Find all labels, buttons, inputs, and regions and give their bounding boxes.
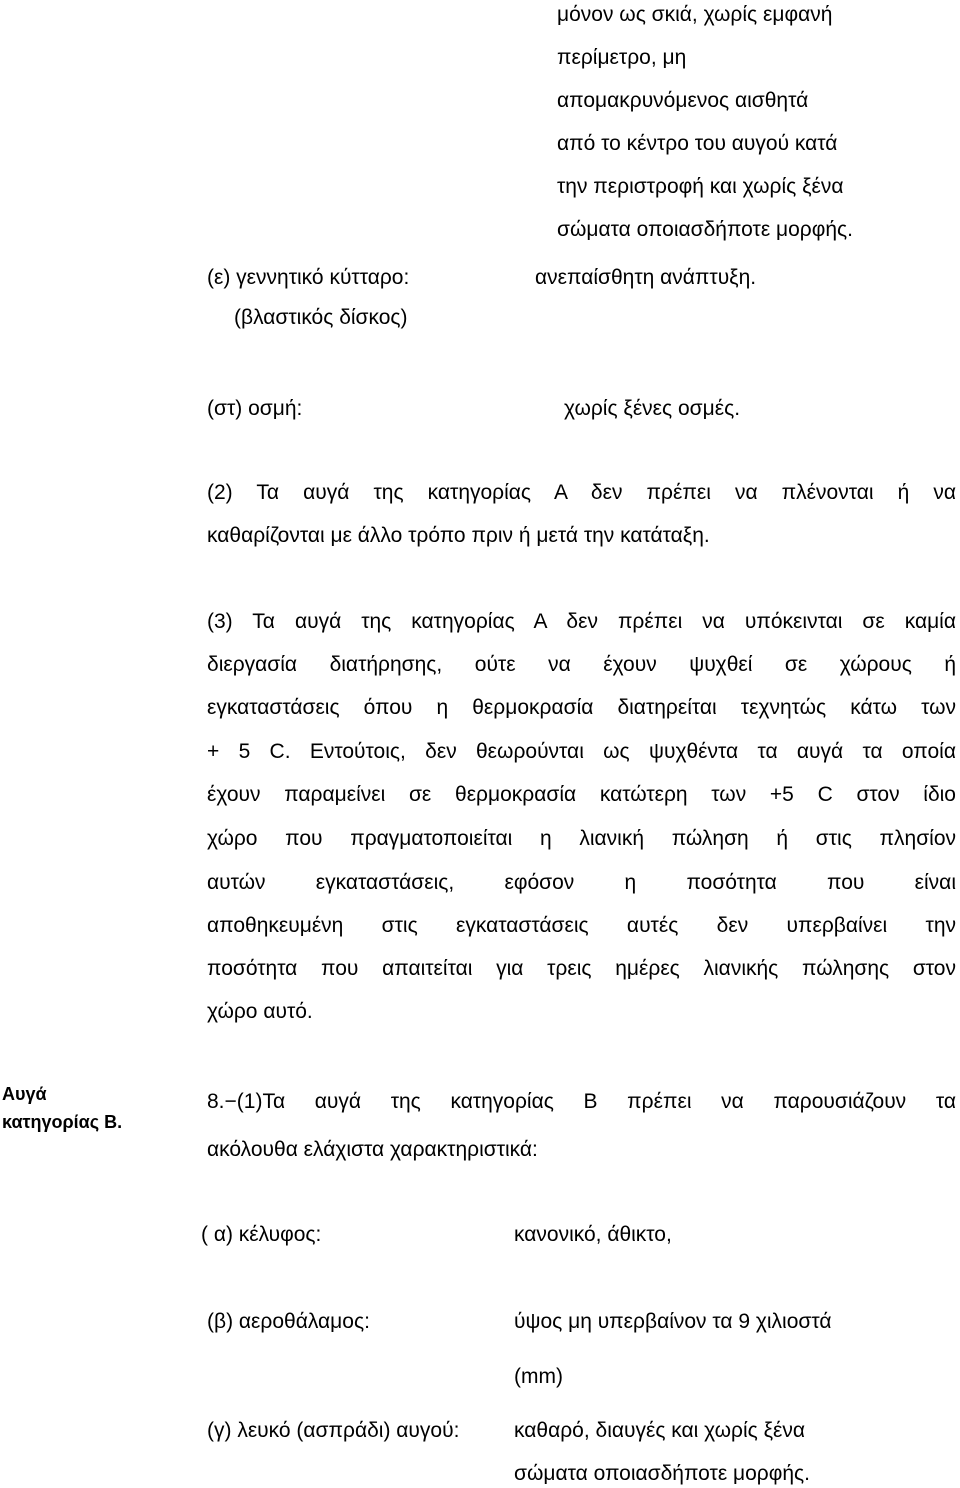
para3-line: ποσότητα που απαιτείται για τρεις ημέρες λιανικής πώλησης στον	[207, 957, 956, 980]
item-a-label: ( α) κέλυφος:	[201, 1223, 322, 1246]
continuation-line: από το κέντρο του αυγού κατά	[557, 132, 838, 155]
para2-line: καθαρίζονται με άλλο τρόπο πριν ή μετά την κατάταξη.	[207, 524, 710, 547]
continuation-line: περίμετρο, μη	[557, 46, 687, 69]
item-b-value-cont: (mm)	[514, 1365, 563, 1388]
item-a-value: κανονικό, άθικτο,	[514, 1223, 672, 1246]
item-st-value: χωρίς ξένες οσμές.	[564, 397, 741, 420]
para3-line: χώρο που πραγματοποιείται η λιανική πώληση ή στις πλησίον	[207, 827, 956, 850]
continuation-line: σώματα οποιασδήποτε μορφής.	[557, 218, 853, 241]
continuation-line: την περιστροφή και χωρίς ξένα	[557, 175, 844, 198]
margin-heading-line2: κατηγορίας Β.	[2, 1112, 123, 1132]
para3-line: έχουν παραμείνει σε θερμοκρασία κατώτερη των +5 C στον ίδιο	[207, 783, 956, 806]
item-st-label: (στ) οσμή:	[207, 397, 303, 420]
para3-line: διεργασία διατήρησης, ούτε να έχουν ψυχθεί σε χώρους ή	[207, 653, 956, 676]
item-c-value: καθαρό, διαυγές και χωρίς ξένα	[514, 1419, 806, 1442]
para3-line: (3) Τα αυγά της κατηγορίας Α δεν πρέπει να υπόκεινται σε καμία	[207, 610, 956, 633]
continuation-line: μόνον ως σκιά, χωρίς εμφανή	[557, 3, 833, 26]
item-c-value-cont: σώματα οποιασδήποτε μορφής.	[514, 1462, 810, 1485]
margin-heading-line1: Αυγά	[2, 1084, 47, 1104]
article8-line: ακόλουθα ελάχιστα χαρακτηριστικά:	[207, 1138, 538, 1161]
para3-line: εγκαταστάσεις όπου η θερμοκρασία διατηρείται τεχνητώς κάτω των	[207, 696, 956, 719]
item-e-label: (ε) γεννητικό κύτταρο:	[207, 266, 410, 289]
para3-line: αυτών εγκαταστάσεις, εφόσον η ποσότητα που είναι	[207, 871, 956, 894]
item-e-label-sub: (βλαστικός δίσκος)	[234, 306, 408, 329]
item-b-value: ύψος μη υπερβαίνον τα 9 χιλιοστά	[514, 1310, 832, 1333]
para3-line: + 5 C. Εντούτοις, δεν θεωρούνται ως ψυχθέντα τα αυγά τα οποία	[207, 740, 956, 763]
para2-line: (2) Τα αυγά της κατηγορίας Α δεν πρέπει να πλένονται ή να	[207, 481, 956, 504]
item-c-label: (γ) λευκό (ασπράδι) αυγού:	[207, 1419, 460, 1442]
article8-line: 8.−(1)Τα αυγά της κατηγορίας Β πρέπει να παρουσιάζουν τα	[207, 1090, 956, 1113]
item-e-value: ανεπαίσθητη ανάπτυξη.	[535, 266, 757, 289]
para3-line: χώρο αυτό.	[207, 1000, 313, 1023]
para3-line: αποθηκευμένη στις εγκαταστάσεις αυτές δεν υπερβαίνει την	[207, 914, 956, 937]
item-b-label: (β) αεροθάλαμος:	[207, 1310, 370, 1333]
continuation-line: απομακρυνόμενος αισθητά	[557, 89, 809, 112]
